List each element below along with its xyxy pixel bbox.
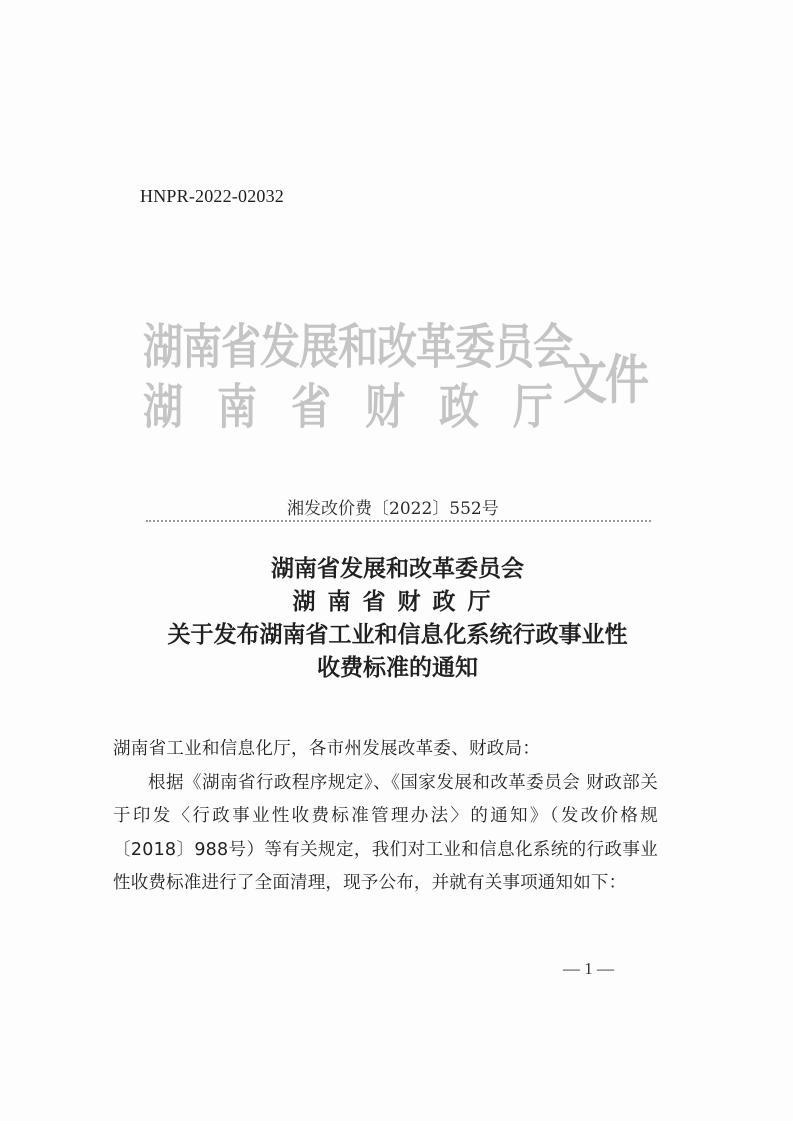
document-body — [113, 733, 658, 901]
title-subject-2: 收费标准的通知 — [317, 655, 478, 681]
masthead-suffix: 文件 — [563, 350, 647, 412]
masthead-issuer-1: 湖南省发展和改革委员会 — [143, 318, 572, 375]
title-issuer-1: 湖南省发展和改革委员会 — [271, 556, 524, 582]
salutation: 湖南省工业和信息化厅，各市州发展改革委、财政局： — [113, 739, 541, 759]
body-paragraph: 根据《湖南省行政程序规定》、《国家发展和改革委员会 财政部关于印发〈行政事业性收费标准管理办法〉的通知》（发改价格规〔2018〕988号）等有关规定，我们对工业和信息化系统的行政事业性收费标准进行了全面清理，现予公布，并就有关事项通知如下： — [113, 772, 658, 893]
masthead-issuer-2: 湖南省财政厅 — [143, 378, 587, 435]
document-number: 湘发改价费〔2022〕552号 — [287, 499, 499, 519]
document-title — [130, 553, 665, 685]
title-subject-1: 关于发布湖南省工业和信息化系统行政事业性 — [167, 622, 628, 648]
page-number: — 1 — — [563, 959, 614, 978]
title-issuer-2: 湖南省财政厅 — [292, 589, 503, 615]
document-code: HNPR-2022-02032 — [140, 186, 285, 206]
header-separator — [146, 520, 651, 522]
